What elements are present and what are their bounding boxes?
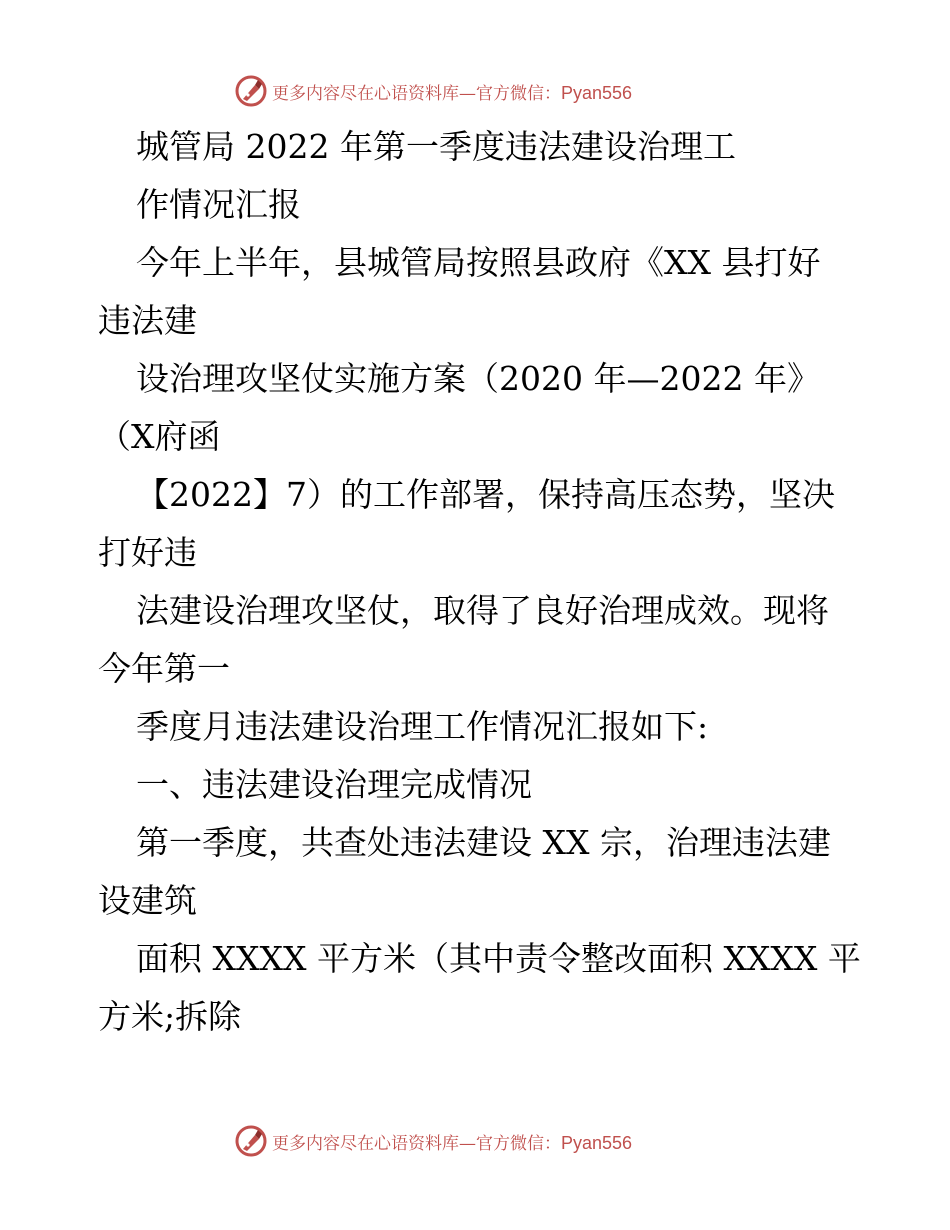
doc-text-line: 面积 XXXX 平方米（其中责令整改面积 XXXX 平 bbox=[136, 939, 861, 978]
doc-text-line: 打好违 bbox=[98, 533, 197, 572]
watermark-text-en: Pyan556 bbox=[561, 1132, 633, 1153]
watermark-text-en: Pyan556 bbox=[561, 82, 633, 103]
pen-nib-circle-icon bbox=[234, 1124, 268, 1158]
doc-text-line: 设建筑 bbox=[98, 881, 197, 920]
doc-text-line: 设治理攻坚仗实施方案（2020 年—2022 年》 bbox=[136, 359, 820, 398]
doc-text-line: 季度月违法建设治理工作情况汇报如下: bbox=[136, 707, 709, 746]
watermark-text bbox=[272, 1129, 632, 1154]
doc-text-line: 违法建 bbox=[98, 301, 197, 340]
doc-text-line: 【2022】7）的工作部署，保持高压态势，坚决 bbox=[136, 475, 835, 514]
footer-watermark bbox=[234, 1124, 632, 1158]
doc-text-line: 今年上半年，县城管局按照县政府《XX 县打好 bbox=[136, 243, 821, 282]
watermark-text-cn: 更多内容尽在心语资料库—官方微信： bbox=[272, 1133, 561, 1154]
doc-section-heading: 一、违法建设治理完成情况 bbox=[136, 765, 532, 804]
doc-text-line: 第一季度，共查处违法建设 XX 宗，治理违法建 bbox=[136, 823, 831, 862]
header-watermark bbox=[234, 74, 632, 108]
pen-nib-circle-icon bbox=[234, 74, 268, 108]
doc-title-line-2: 作情况汇报 bbox=[136, 185, 301, 224]
doc-text-line: 方米;拆除 bbox=[98, 997, 242, 1036]
watermark-text-cn: 更多内容尽在心语资料库—官方微信： bbox=[272, 83, 561, 104]
doc-title-line-1: 城管局 2022 年第一季度违法建设治理工 bbox=[136, 127, 736, 166]
doc-text-line: （X府函 bbox=[98, 417, 221, 456]
doc-text-line: 法建设治理攻坚仗，取得了良好治理成效。现将 bbox=[136, 591, 829, 630]
watermark-text bbox=[272, 79, 632, 104]
doc-text-line: 今年第一 bbox=[98, 649, 230, 688]
